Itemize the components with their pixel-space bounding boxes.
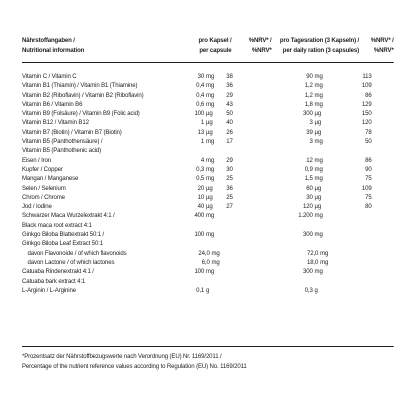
table-row (22, 128, 394, 137)
value-per-day: 72,0 (306, 249, 319, 257)
nrv-per-capsule: 50 (226, 110, 233, 118)
unit-per-day: g (314, 286, 318, 294)
unit-per-day: mg (314, 100, 323, 108)
unit-per-day: mg (314, 82, 323, 90)
value-per-day: 0,9 (304, 165, 313, 173)
value-per-day: 300 (303, 110, 313, 118)
unit-per-day: mg (320, 258, 329, 266)
nrv-per-day (338, 230, 371, 249)
unit-per-capsule: mg (206, 175, 215, 183)
nrv-per-day: 80 (365, 203, 372, 211)
nrv-per-capsule (226, 267, 257, 286)
value-per-capsule: 24,0 (198, 249, 210, 257)
value-per-capsule: 100 (194, 110, 205, 118)
nrv-per-day: 86 (365, 156, 372, 164)
value-per-day: 1,2 (304, 91, 313, 99)
nutrient-name: Chrom / Chrome (22, 193, 65, 201)
nrv-per-capsule: 17 (226, 138, 233, 146)
table-row (22, 156, 394, 165)
nrv-per-capsule: 26 (226, 128, 233, 136)
nrv-per-day (338, 211, 371, 230)
nrv-per-capsule: 30 (226, 165, 233, 173)
footnote-line-de: *Prozentsatz der Nährstoffbezugswerte nach Verordnung (EU) Nr. 1169/2011 / (22, 353, 222, 360)
nutrient-name: davon Flavonoide / of which flavonoids (27, 249, 127, 257)
unit-per-day: mg (320, 249, 329, 257)
footnote-line-en: Percentage of the nutrient reference values according to Regulation (EU) No. 1169/2011 (22, 363, 247, 370)
nrv-per-capsule: 38 (226, 73, 233, 80)
nutrient-name: Vitamin B9 (Folsäure) / Vitamin B9 (Folic acid) (22, 110, 140, 118)
nrv-per-capsule (226, 230, 257, 249)
value-per-capsule: 40 (197, 203, 205, 211)
unit-per-day: mg (314, 231, 323, 239)
unit-per-capsule: mg (206, 73, 215, 80)
nrv-per-capsule (232, 258, 263, 267)
nutrient-name: davon Lactone / of which lactones (27, 258, 115, 266)
value-per-day: 3 (309, 138, 313, 146)
value-per-day: 18,0 (306, 258, 319, 266)
nutrient-name: Mangan / Manganese (22, 175, 79, 183)
table-row (22, 174, 394, 183)
unit-per-capsule: mg (206, 100, 215, 108)
unit-per-capsule: g (206, 286, 210, 294)
nrv-per-day (338, 286, 371, 295)
nutrient-name: Ginkgo Biloba Blattextrakt 50:1 / Ginkgo Biloba Leaf Extract 50:1 (22, 231, 105, 248)
unit-per-day: µg (314, 184, 322, 192)
unit-per-day: mg (314, 212, 323, 220)
nrv-per-day: 75 (365, 175, 372, 183)
unit-per-capsule: mg (211, 249, 220, 257)
unit-per-day: mg (314, 156, 323, 164)
nrv-per-capsule (232, 249, 263, 258)
nutrient-name: Vitamin C / Vitamin C (22, 73, 77, 80)
value-per-capsule: 0,5 (196, 175, 205, 183)
table-row (22, 249, 394, 258)
nrv-per-capsule: 36 (226, 184, 233, 192)
value-per-day: 1,2 (304, 82, 313, 90)
footnote-rule (22, 346, 394, 347)
table-row (22, 193, 394, 202)
value-per-day: 60 (306, 184, 313, 192)
value-per-capsule: 0,1 (196, 286, 205, 294)
value-per-capsule: 400 (194, 212, 205, 220)
unit-per-capsule: µg (206, 193, 213, 201)
unit-per-day: mg (314, 175, 323, 183)
value-per-day: 90 (306, 73, 313, 80)
nutrient-name: L-Arginin / L-Arginine (22, 286, 76, 294)
unit-per-capsule: mg (206, 268, 215, 276)
nrv-per-capsule: 36 (226, 82, 233, 90)
value-per-day: 39 (306, 128, 313, 136)
value-per-capsule: 4 (200, 156, 205, 164)
table-row (22, 211, 394, 230)
unit-per-capsule: mg (211, 258, 220, 266)
nutrient-name: Kupfer / Copper (22, 165, 63, 173)
value-per-capsule: 10 (197, 193, 205, 201)
unit-per-day: mg (314, 91, 323, 99)
nutrient-name: Vitamin B2 (Riboflavin) / Vitamin B2 (Riboflavin) (22, 91, 144, 99)
header-nrv-capsule: %NRV* / %NRV* (248, 37, 272, 54)
nrv-per-day: 120 (361, 119, 372, 127)
unit-per-capsule: µg (206, 203, 213, 211)
value-per-day: 300 (303, 268, 313, 276)
table-row (22, 258, 394, 267)
nrv-per-day: 78 (365, 128, 372, 136)
value-per-capsule: 100 (194, 231, 205, 239)
nrv-per-day: 150 (361, 110, 372, 118)
unit-per-day: mg (314, 73, 323, 80)
nutrient-name: Schwarzer Maca Wurzelextrakt 4:1 / Black maca root extract 4:1 (22, 212, 115, 229)
nrv-per-day: 109 (361, 82, 372, 90)
unit-per-day: mg (314, 138, 323, 146)
value-per-capsule: 0,4 (196, 82, 205, 90)
nrv-per-day (338, 267, 371, 286)
nutrient-name: Vitamin B6 / Vitamin B6 (22, 100, 83, 108)
unit-per-capsule: µg (206, 184, 213, 192)
unit-per-day: µg (314, 193, 322, 201)
value-per-capsule: 100 (194, 268, 205, 276)
unit-per-capsule: µg (206, 110, 213, 118)
footnote (22, 346, 394, 372)
unit-per-capsule: µg (206, 128, 213, 136)
nrv-per-day: 90 (365, 165, 372, 173)
value-per-day: 30 (306, 193, 313, 201)
table-header (22, 36, 394, 62)
nutrient-name: Vitamin B1 (Thiamin) / Vitamin B1 (Thiamine) (22, 82, 138, 90)
table-row (22, 100, 394, 109)
unit-per-capsule: mg (206, 82, 215, 90)
nrv-per-capsule: 40 (226, 119, 233, 127)
value-per-day: 120 (303, 203, 313, 211)
nrv-per-capsule: 25 (226, 175, 233, 183)
table-row (22, 137, 394, 156)
nutrient-name: Selen / Selenium (22, 184, 66, 192)
value-per-day: 12 (306, 156, 313, 164)
table-row (22, 165, 394, 174)
nrv-per-capsule: 25 (226, 193, 233, 201)
nutrient-name: Catuaba Rindenextrakt 4:1 / Catuaba bark extract 4:1 (22, 268, 94, 285)
value-per-capsule: 30 (197, 73, 205, 80)
unit-per-day: µg (314, 119, 322, 127)
header-per-daily-ration: pro Tagesration (3 Kapseln) / per daily ration (3 capsules) (279, 37, 360, 54)
unit-per-day: µg (314, 128, 322, 136)
unit-per-capsule: mg (206, 91, 215, 99)
header-nutrient: Nährstoffangaben / Nutritional information (22, 37, 85, 54)
table-row (22, 118, 394, 127)
nrv-per-capsule: 29 (226, 156, 233, 164)
header-nrv-daily: %NRV* / %NRV* (370, 37, 394, 54)
nutrient-name: Eisen / Iron (22, 156, 52, 164)
value-per-day: 1,5 (304, 175, 313, 183)
value-per-day: 3 (309, 119, 313, 127)
nrv-per-day: 86 (365, 91, 372, 99)
nutrient-name: Vitamin B12 / Vitamin B12 (22, 119, 89, 127)
nrv-per-day (344, 258, 377, 267)
value-per-capsule: 6,0 (201, 258, 210, 266)
nrv-per-capsule: 29 (226, 91, 233, 99)
unit-per-capsule: mg (206, 138, 215, 146)
nutrition-table (22, 36, 394, 295)
nutrient-name: Vitamin B5 (Panthothensäure) / Vitamin B5 (Panthothenic acid) (22, 138, 103, 155)
table-row (22, 202, 394, 211)
unit-per-day: µg (314, 110, 322, 118)
unit-per-day: mg (314, 165, 323, 173)
nrv-per-day: 113 (362, 73, 372, 80)
table-row (22, 91, 394, 100)
header-per-capsule: pro Kapsel / per capsule (198, 37, 232, 54)
unit-per-capsule: mg (206, 212, 215, 220)
table-row (22, 81, 394, 90)
unit-per-capsule: mg (206, 165, 215, 173)
table-body (22, 72, 394, 295)
unit-per-capsule: mg (206, 156, 215, 164)
value-per-capsule: 0,3 (196, 165, 205, 173)
value-per-day: 0,3 (304, 286, 313, 294)
table-row (22, 286, 394, 295)
header-rule (22, 62, 394, 63)
value-per-day: 300 (303, 231, 313, 239)
table-row (22, 267, 394, 286)
nrv-per-capsule: 27 (226, 203, 233, 211)
nrv-per-day: 50 (365, 138, 372, 146)
value-per-capsule: 1 (200, 119, 205, 127)
unit-per-capsule: µg (206, 119, 213, 127)
table-row (22, 230, 394, 249)
value-per-capsule: 0,6 (196, 100, 205, 108)
value-per-day: 1,8 (304, 100, 313, 108)
value-per-capsule: 0,4 (196, 91, 205, 99)
table-row (22, 184, 394, 193)
nutrient-name: Jod / Iodine (22, 203, 52, 211)
nrv-per-day: 129 (361, 100, 372, 108)
value-per-capsule: 13 (197, 128, 205, 136)
table-row (22, 109, 394, 118)
table-row (22, 72, 394, 81)
nutrient-name: Vitamin B7 (Biotin) / Vitamin B7 (Biotin) (22, 128, 122, 136)
nrv-per-capsule (226, 286, 257, 295)
value-per-capsule: 1 (200, 138, 205, 146)
unit-per-day: µg (314, 203, 322, 211)
nrv-per-capsule: 43 (226, 100, 233, 108)
unit-per-capsule: mg (206, 231, 215, 239)
value-per-capsule: 20 (197, 184, 205, 192)
nrv-per-capsule (226, 211, 257, 230)
nrv-per-day: 109 (361, 184, 372, 192)
value-per-day: 1.200 (298, 212, 313, 220)
unit-per-day: mg (314, 268, 323, 276)
nrv-per-day (344, 249, 377, 258)
nrv-per-day: 75 (365, 193, 372, 201)
